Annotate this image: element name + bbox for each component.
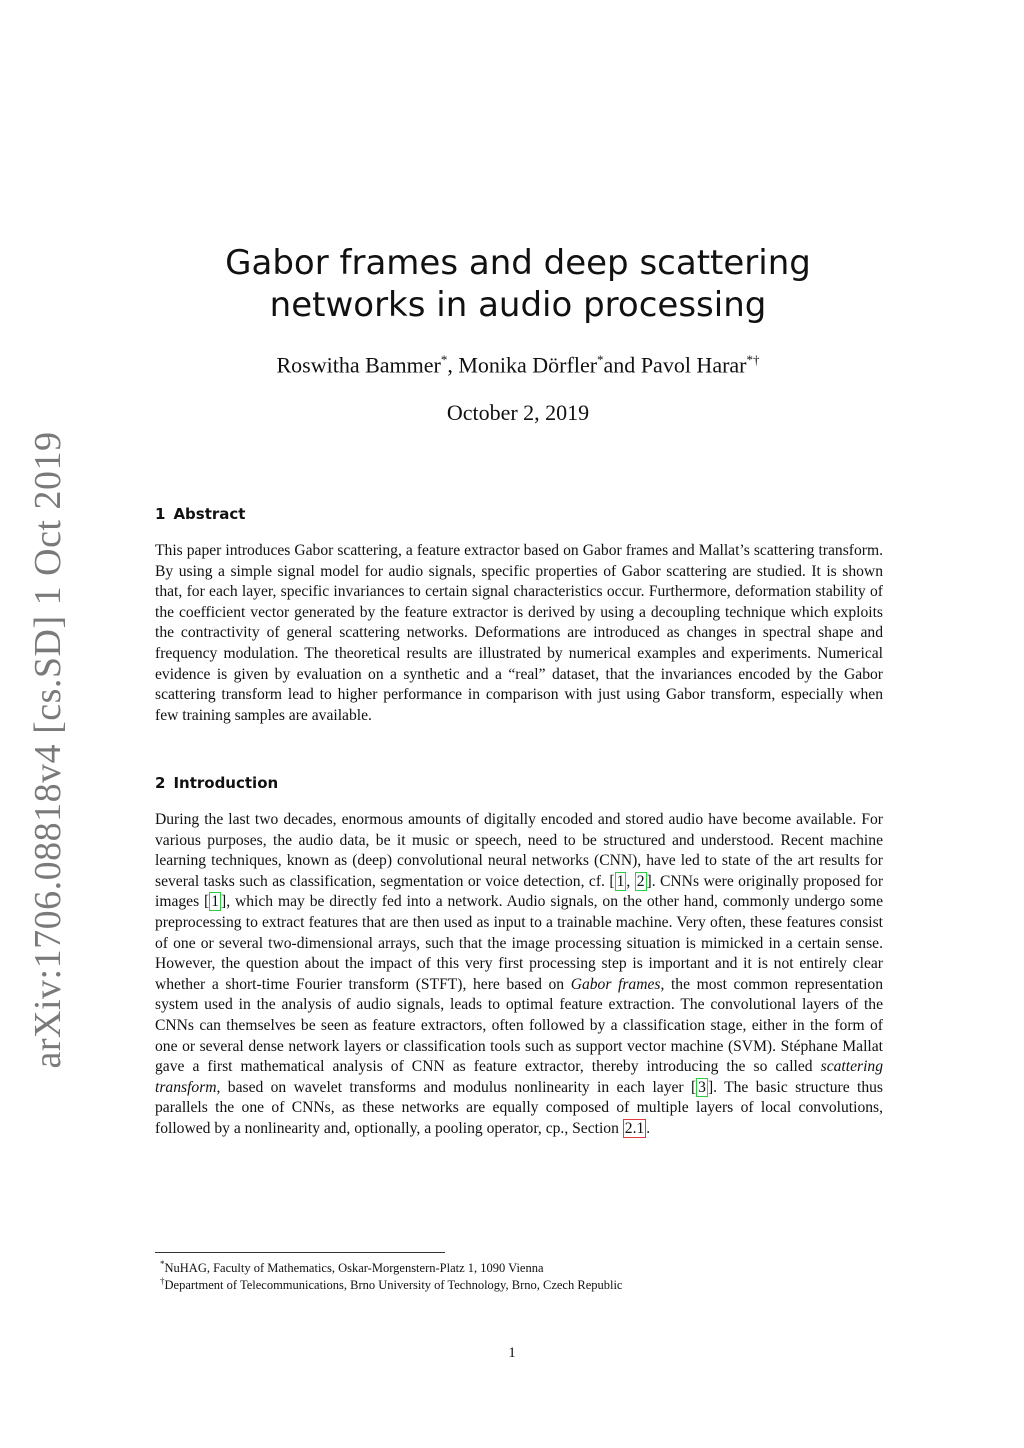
arxiv-identifier-stamp: arXiv:1706.08818v4 [cs.SD] 1 Oct 2019 [27,431,69,1069]
section-reference-link[interactable]: 2.1 [624,1119,645,1137]
abstract-text: This paper introduces Gabor scattering, a feature extractor based on Gabor frames and Mallat’s scattering transform. By using a simple signal model for audio signals, specific properties of Gabor scattering are studied. It is shown that, for each layer, specific invariances to certain signal characteristics occur. Furthermore, deformation stability of the coefficient vector generated by the feature extractor is derived by using a decoupling technique which exploits the contractivity of general scattering networks. Deformations are introduced as changes in spectral shape and frequency modulation. The theoretical results are illustrated by numerical examples and experiments. Numerical evidence is given by evaluation on a synthetic and a “real” dataset, that the invariances encoded by the Gabor scattering transform lead to higher performance in comparison with just using Gabor transform, especially when few training samples are available. [155,542,883,724]
title-line-2: networks in audio processing [269,285,767,325]
body-text: , [626,872,635,890]
introduction-heading [155,774,278,792]
publication-date: October 2, 2019 [446,400,590,425]
emphasis-text: Gabor frames [570,975,661,993]
page-number: 1 [508,1345,516,1361]
footnote-text: Department of Telecommunications, Brno University of Technology, Brno, Czech Republic [164,1278,623,1293]
body-text: . [646,1119,651,1137]
section-title: Abstract [173,505,246,523]
emphasis-text: scattering transform [155,1058,883,1096]
footnote-text: NuHAG, Faculty of Mathematics, Oskar-Morgenstern-Platz 1, 1090 Vienna [164,1261,544,1276]
body-text: , based on wavelet transforms and modulus nonlinearity in each layer [ [216,1078,697,1096]
author-name: Roswitha Bammer [276,352,441,378]
citation-link[interactable]: 1 [616,872,625,890]
body-text: During the last two decades, enormous amounts of digitally encoded and stored audio have become available. For various purposes, the audio data, be it music or speech, need to be structured and understood. Recent machine learning techniques, known as (deep) convolutional neural networks (CNN), have led to state of the art results for several tasks such as classification, segmentation or voice detection, cf. [ [155,811,883,890]
footnote-affiliation-2 [160,1276,622,1293]
abstract-heading [155,505,245,523]
citation-link[interactable]: 2 [636,872,645,890]
author-list [150,352,886,378]
author-name: Monika Dörfler [458,352,598,378]
affiliation-mark: *† [746,352,760,367]
introduction-paragraph [155,810,883,1140]
footnote-divider [155,1252,445,1253]
author-separator: , [447,352,459,378]
paper-title [150,242,886,326]
citation-link[interactable]: 3 [698,1078,706,1096]
body-text: ]. The basic structure thus parallels the one of CNNs, as these networks are equally composed of multiple layers of local convolutions, followed by a nonlinearity and, optionally, a pooling operator, cp., Section [155,1078,883,1137]
section-title: Introduction [173,774,279,792]
author-name: Pavol Harar [640,352,747,378]
body-text: ], which may be directly fed into a network. Audio signals, on the other hand, commonly undergo some preprocessing to extract features that are then used as input to a trainable machine. Very often, these features consist of one or several two-dimensional arrays, such that the image processing situation is mimicked in a certain sense. However, the question about the impact of this very first processing step is important and it is not entirely clear whether a short-time Fourier transform (STFT), here based on [155,893,883,993]
section-number: 1 [155,505,166,523]
affiliation-mark: * [440,352,448,367]
footnote-affiliation-1 [160,1259,544,1276]
footnote-mark: † [160,1276,165,1286]
body-text: , the most common representation system used in the analysis of audio signals, leads to optimal feature extraction. The convolutional layers of the CNNs can themselves be seen as feature extractors, often followed by a classification stage, either in the form of one or several dense network layers or classification tools such as support vector machine (SVM). Stéphane Mallat gave a first mathematical analysis of CNN as feature extractor, thereby introducing the so called [155,975,884,1076]
section-number: 2 [155,774,166,792]
author-separator: and [603,352,641,378]
citation-link[interactable]: 1 [211,893,220,911]
footnote-mark: * [160,1259,165,1269]
title-line-1: Gabor frames and deep scattering [225,243,811,283]
body-text: ]. CNNs were originally proposed for images [ [155,872,884,911]
affiliation-mark: * [597,352,604,367]
